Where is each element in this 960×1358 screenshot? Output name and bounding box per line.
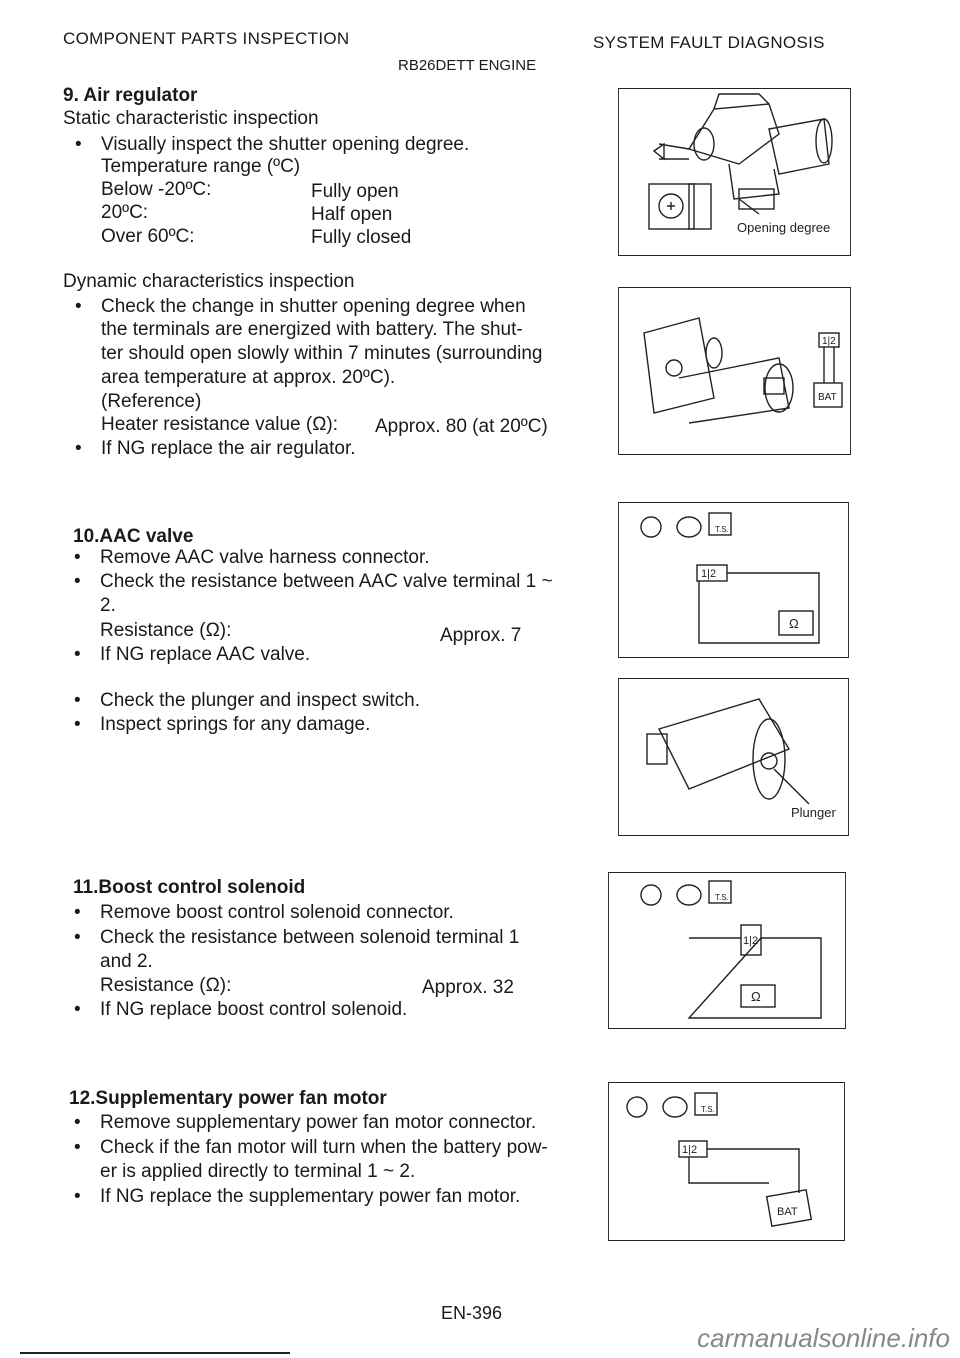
s12-bullet-3: • If NG replace the supplementary power fan motor. <box>100 1185 520 1209</box>
section-12-title: 12.Supplementary power fan motor <box>69 1088 387 1109</box>
terminal-label: 1|2 <box>822 336 836 347</box>
air-regulator-battery-illustration <box>619 288 850 454</box>
ignition-off-icon <box>641 517 661 537</box>
dyn-line-3: ter should open slowly within 7 minutes (surrounding <box>101 343 543 364</box>
temp-row-1-temp: Below -20ºC: <box>101 179 212 200</box>
dynamic-inspection-title: Dynamic characteristics inspection <box>63 271 355 292</box>
ohmmeter-label: Ω <box>789 616 799 631</box>
dyn-line-4: area temperature at approx. 20ºC). <box>101 367 396 388</box>
engine-label: RB26DETT ENGINE <box>398 57 537 74</box>
watermark: carmanualsonline.info <box>697 1323 950 1353</box>
figure-air-regulator-battery <box>618 287 851 455</box>
s11-resistance-value: Approx. 32 <box>422 977 514 998</box>
ignition-off-icon <box>641 885 661 905</box>
temp-row-2-state: Half open <box>311 204 393 225</box>
s10-bullet-2: • Check the resistance between AAC valve terminal 1 ~ <box>100 570 553 594</box>
s11-resistance-label: Resistance (Ω): <box>100 975 232 996</box>
svg-text:T.S.: T.S. <box>701 1105 715 1114</box>
reference-label: (Reference) <box>101 391 202 412</box>
aac-terminal-label: 1|2 <box>701 568 717 580</box>
temp-range-label: Temperature range (ºC) <box>101 156 301 177</box>
figure-aac-plunger <box>618 678 849 836</box>
s10-bullet-1: • Remove AAC valve harness connector. <box>100 546 430 570</box>
section-11-title: 11.Boost control solenoid <box>73 877 306 898</box>
s12-bullet-2: • Check if the fan motor will turn when the battery pow- <box>100 1136 548 1160</box>
fan-terminal-label: 1|2 <box>682 1144 698 1156</box>
fan-motor-illustration <box>609 1083 844 1240</box>
figure-aac-ohmmeter <box>618 502 849 658</box>
temp-row-1-state: Fully open <box>311 181 399 202</box>
s9-bullet-1: • Visually inspect the shutter opening degree. <box>101 133 469 157</box>
figure-fan-motor-battery <box>608 1082 845 1241</box>
s10-resistance-value: Approx. 7 <box>440 625 522 646</box>
section-9-title: 9. Air regulator <box>63 85 198 106</box>
header-right-title: SYSTEM FAULT DIAGNOSIS <box>593 33 825 52</box>
aac-ohmmeter-illustration <box>619 503 848 657</box>
ignition-off-icon <box>627 1097 647 1117</box>
s9-ng: • If NG replace the air regulator. <box>101 437 356 461</box>
connector-icon <box>677 885 701 905</box>
s11-bullet-2-cont: and 2. <box>100 951 153 972</box>
heater-resistance-label: Heater resistance value (Ω): <box>101 414 339 435</box>
figure-air-regulator-shutter <box>618 88 851 256</box>
dyn-line-1: • Check the change in shutter opening degree when <box>101 295 526 319</box>
figure-boost-solenoid <box>608 872 846 1029</box>
s11-ng: • If NG replace boost control solenoid. <box>100 998 407 1022</box>
opening-degree-label: Opening degree <box>737 220 831 235</box>
s10-resistance-label: Resistance (Ω): <box>100 620 232 641</box>
s10-bullet-4: • Check the plunger and inspect switch. <box>100 689 420 713</box>
s10-bullet-2-cont: 2. <box>100 595 116 616</box>
connector-icon <box>663 1097 687 1117</box>
s11-bullet-1: • Remove boost control solenoid connector. <box>100 901 454 925</box>
s12-bullet-2-cont: er is applied directly to terminal 1 ~ 2. <box>100 1161 416 1182</box>
header-left-title: COMPONENT PARTS INSPECTION <box>63 29 350 48</box>
static-inspection-title: Static characteristic inspection <box>63 108 319 129</box>
svg-text:T.S.: T.S. <box>715 893 729 902</box>
temp-row-2-temp: 20ºC: <box>101 202 149 223</box>
dyn-line-2: the terminals are energized with battery. The shut- <box>101 319 523 340</box>
svg-text:T.S.: T.S. <box>715 525 729 534</box>
page-number: EN-396 <box>441 1303 503 1323</box>
section-10-title: 10.AAC valve <box>73 526 194 547</box>
bat-label: BAT <box>818 392 837 403</box>
footer-rule <box>20 1352 290 1354</box>
plunger-label: Plunger <box>791 805 836 820</box>
temp-row-3-temp: Over 60ºC: <box>101 226 195 247</box>
heater-resistance-value: Approx. 80 (at 20ºC) <box>375 416 548 437</box>
s10-bullet-5: • Inspect springs for any damage. <box>100 713 370 737</box>
connector-icon <box>677 517 701 537</box>
s10-ng: • If NG replace AAC valve. <box>100 643 310 667</box>
solenoid-ohmmeter-label: Ω <box>751 989 761 1004</box>
temp-row-3-state: Fully closed <box>311 227 412 248</box>
solenoid-terminal-label: 1|2 <box>743 935 759 947</box>
s11-bullet-2: • Check the resistance between solenoid terminal 1 <box>100 926 519 950</box>
boost-solenoid-illustration <box>609 873 845 1028</box>
fan-bat-label: BAT <box>777 1206 798 1218</box>
s12-bullet-1: • Remove supplementary power fan motor connector. <box>100 1111 536 1135</box>
